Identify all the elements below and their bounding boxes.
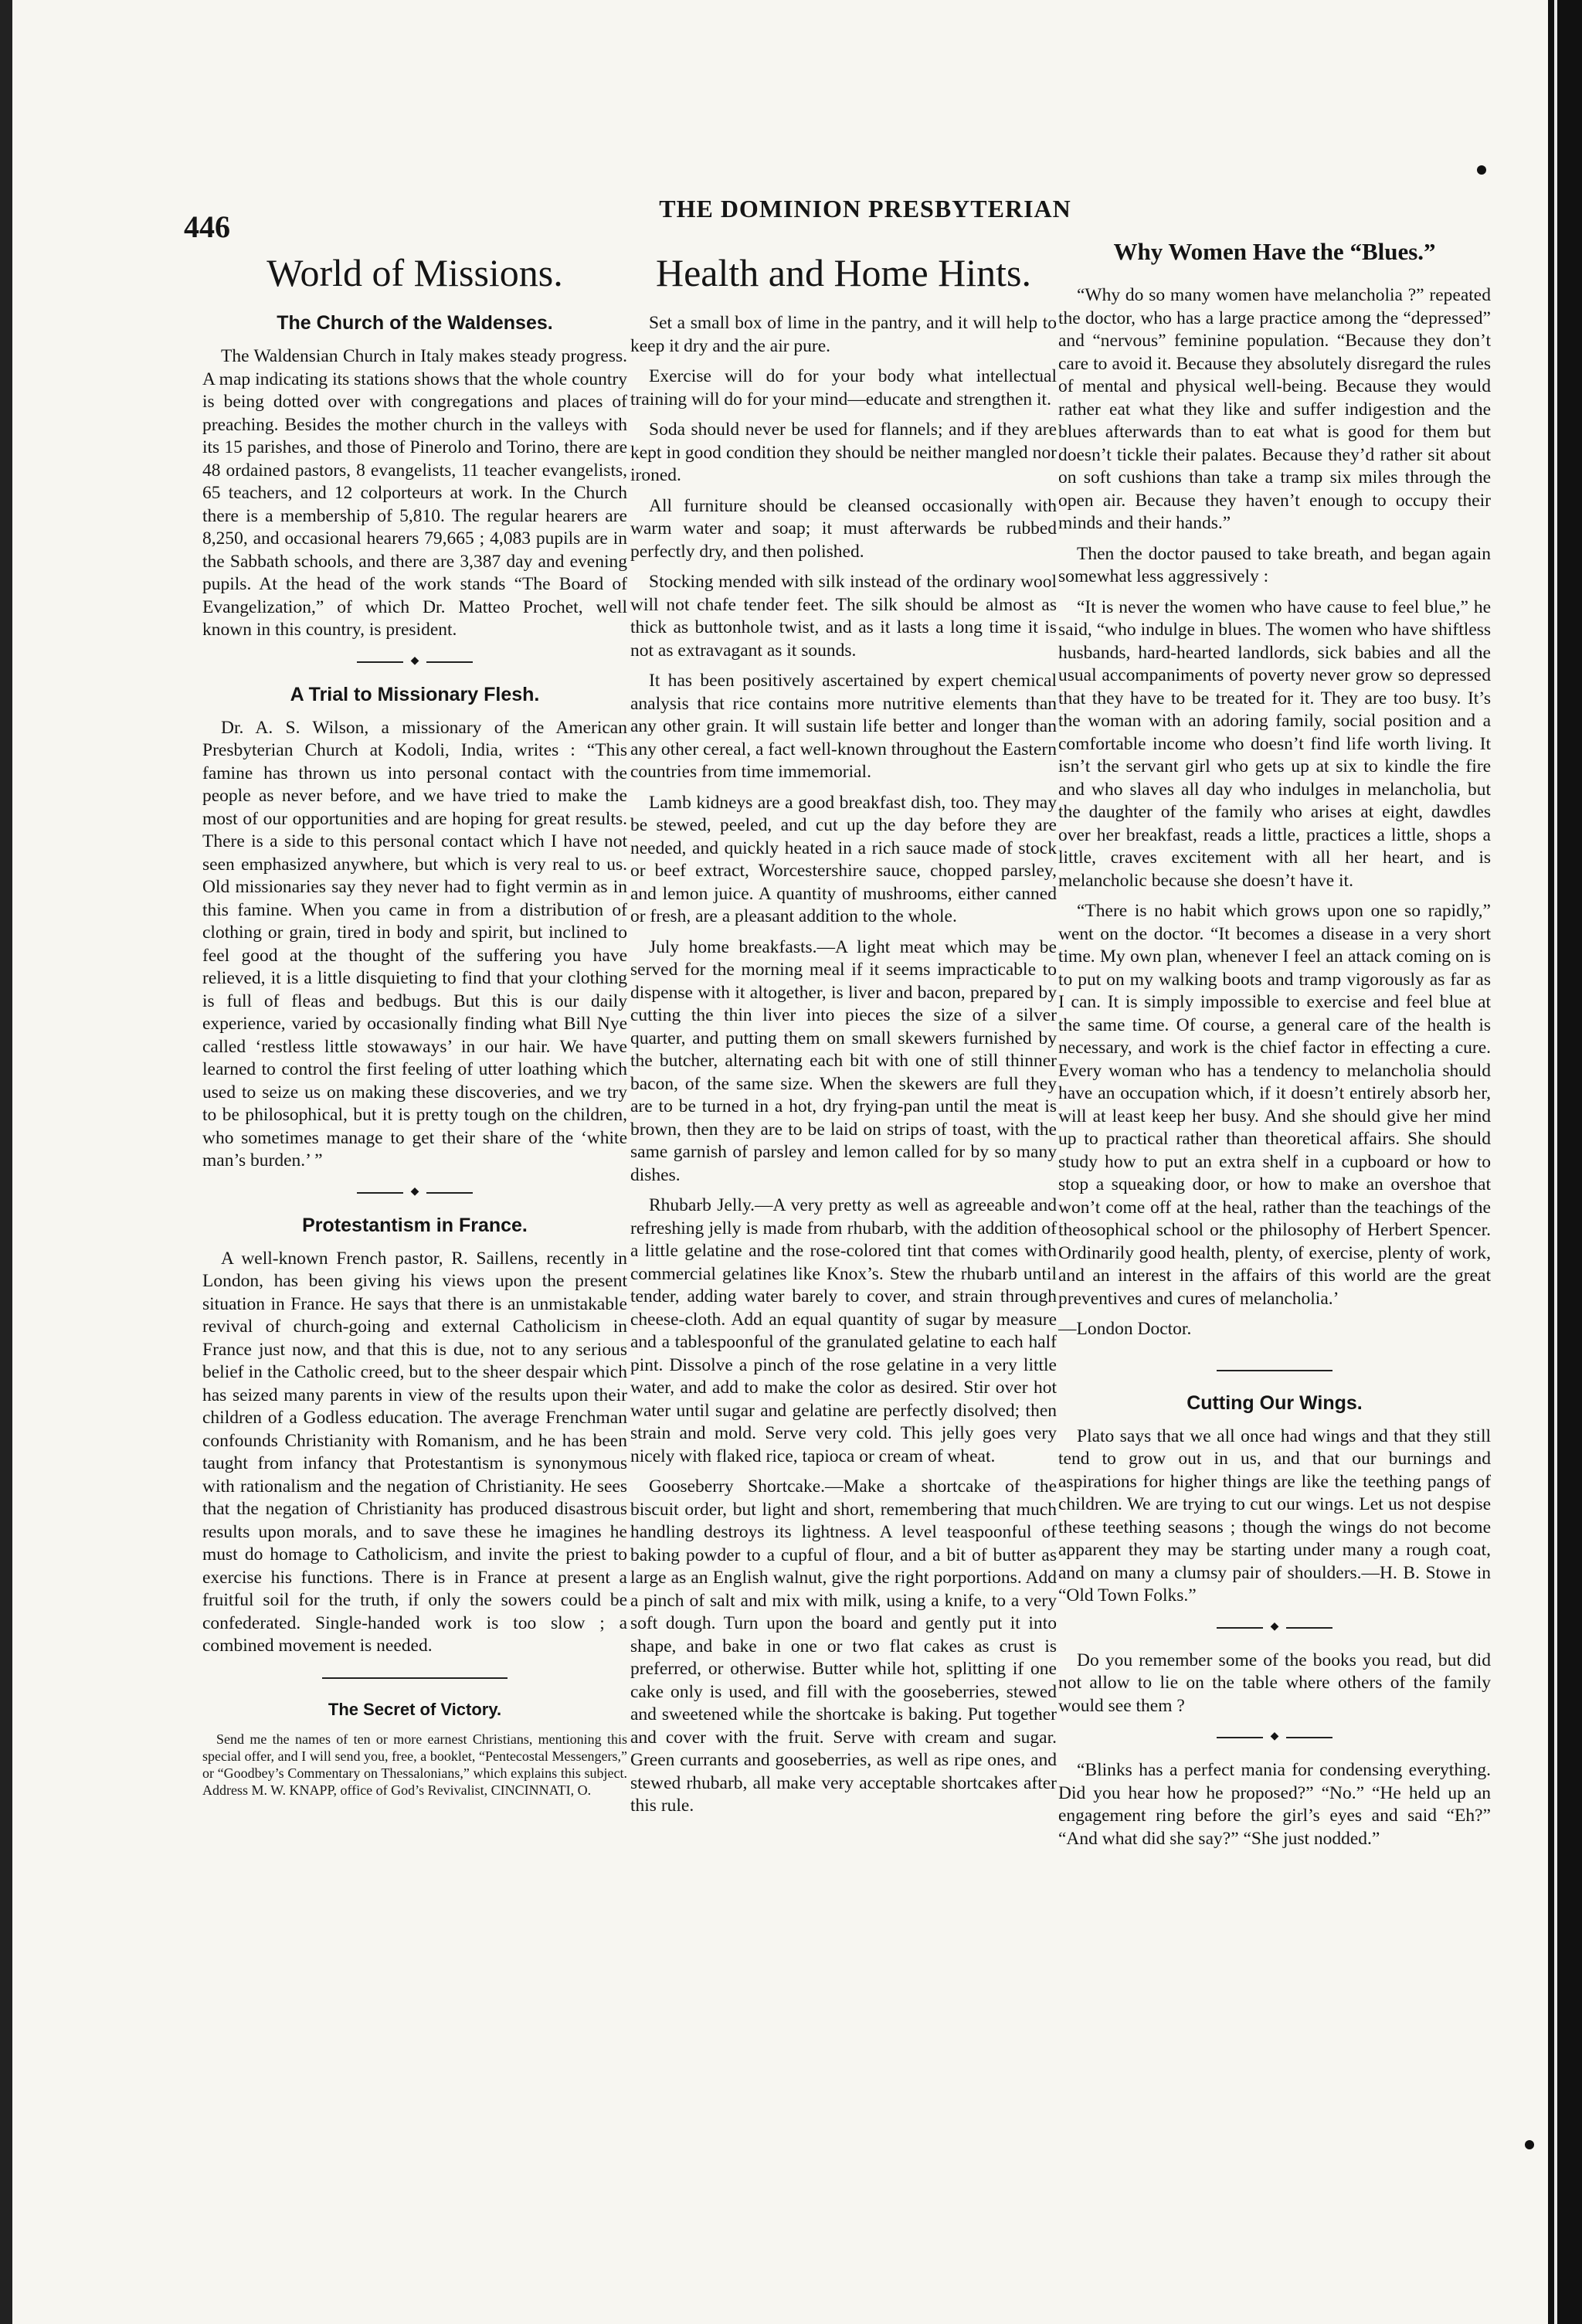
speck-mark xyxy=(1477,165,1486,175)
notice-paragraph: Send me the names of ten or more earnest Christians, mentioning this special offer, and I will send you, free, a booklet, “Pentecostal Messengers,” or “Goodbey’s Commentary on Thessalonians,” which explains this subject. Address M. W. KNAPP, office of God’s Revivalist, CINCINNATI, O. xyxy=(202,1731,627,1798)
article-paragraph: Dr. A. S. Wilson, a missionary of the American Presbyterian Church at Kodoli, India, writes : “This famine has thrown us into personal contact with the people as never before, and we have tried to make the most of our opportunities and are hoping for great results. There is a side to this personal contact which I have not seen emphasized anywhere, but which is very real to us. Old missionaries say they never had to fight vermin as in this famine. When you came in from a distribution of clothing or grain, tired in body and spirit, but inclined to feel good at the thought of the suffering you have relieved, it is a little disquieting to find that your clothing is full of fleas and bedbugs. But this is our daily experience, varied by occasionally finding what Bill Nye called ‘restless little stowaways’ in our hair. We have learned to control the first feeling of utter loathing which used to seize us on making these discoveries, and we try to be philosophical, but it is pretty tough on the children, who sometimes manage to get their share of the ‘white man’s burden.’ ” xyxy=(202,717,627,1170)
article-heading: The Church of the Waldenses. xyxy=(277,312,553,334)
hint-paragraph: Set a small box of lime in the pantry, and it will help to keep it dry and the air pure. xyxy=(630,313,1057,356)
section-title-blues: Why Women Have the “Blues.” xyxy=(1113,238,1436,265)
article-signature: —London Doctor. xyxy=(1058,1319,1192,1339)
scan-edge-right xyxy=(1548,0,1582,2324)
article-trial xyxy=(202,684,627,1173)
hint-paragraph: Stocking mended with silk instead of the ordinary wool will not chafe tender feet. The silk should be almost as thick as buttonhole twist, and as it lasts a long time it is not as extravagant as it sounds. xyxy=(630,572,1057,661)
article-heading: A Trial to Missionary Flesh. xyxy=(290,683,540,705)
article-victory xyxy=(202,1700,627,1799)
article-paragraph: “It is never the women who have cause to feel blue,” he said, “who indulge in blues. The women who have shiftless husbands, hard-hearted landlords, sick babies and all the usual accompaniments of poverty never grow so depressed that they have to be treated for it. They are too busy. It’s the woman with an adoring family, social position and a comfortable income who doesn’t find life worth living. It isn’t the servant girl who gets up at six to kindle the fire and who slaves all day who indulges in melancholia, but the daughter of the family who arises at eight, dawdles over her breakfast, reads a little, practices a little, shops a little, craves excitement with all her heart, and is melancholic because she doesn’t have it. xyxy=(1058,596,1491,891)
hint-paragraph: It has been positively ascertained by expert chemical analysis that rice contains more nutritive elements than any other grain. It will sustain life better and longer than any other cereal, a fact well-known throughout the Eastern countries from time immemorial. xyxy=(630,671,1057,782)
scan-edge-left xyxy=(0,0,12,2324)
section-divider: ◆ xyxy=(357,1184,473,1202)
page-number: 446 xyxy=(184,209,230,244)
hint-paragraph: July home breakfasts.—A light meat which may be served for the morning meal if it seems impracticable to dispense with it altogether, is liver and bacon, prepared by cutting the thin liver into pieces the size of a silver quarter, and putting them on small skewers furnished by the butcher, alternating each bit with one of still thinner bacon, of the same size. When the skewers are full they are to be turned in a hot, dry frying-pan until the meat is brown, then they are to be laid on strips of toast, with the same garnish of parsley and lemon called for by so many dishes. xyxy=(630,936,1057,1185)
running-head: THE DOMINION PRESBYTERIAN xyxy=(659,195,1071,223)
filler-paragraph-blinks: “Blinks has a perfect mania for condensing everything. Did you hear how he proposed?” “No.” “He held up an engagement ring before the girl’s eyes and said “Eh?” “And what did she say?” “She just nodded.” xyxy=(1058,1760,1491,1849)
hint-paragraph: All furniture should be cleansed occasionally with warm water and soap; it must afterwards be rubbed perfectly dry, and then polished. xyxy=(630,495,1057,562)
filler-paragraph-books: Do you remember some of the books you read, but did not allow to lie on the table where others of the family would see them ? xyxy=(1058,1650,1491,1716)
section-divider: ◆ xyxy=(357,653,473,671)
section-title-missions: World of Missions. xyxy=(266,251,563,294)
column-missions xyxy=(202,246,627,1806)
article-france xyxy=(202,1215,627,1658)
article-waldenses xyxy=(202,312,627,642)
hint-paragraph: Exercise will do for your body what intellectual training will do for your mind—educate and strengthen it. xyxy=(630,366,1057,409)
hint-paragraph: Gooseberry Shortcake.—Make a shortcake of the biscuit order, but light and short, remembering that much handling destroys its lightness. A level teaspoonful of baking powder to a cupful of flour, and a bit of butter as large as an English walnut, give the right porportions. Add a pinch of salt and mix with milk, using a knife, to a very soft dough. Turn upon the board and gently put it into shape, and bake in one or two flat cakes as crust is preferred, or otherwise. Butter while hot, splitting if one cake only is used, and fill with the gooseberries, stewed and sweetened while the shortcake is baking. Put together and cover with the fruit. Serve with cream and sugar. Green currants and gooseberries, as well as ripe ones, and stewed rhubarb, all make very acceptable shortcakes after this rule. xyxy=(630,1476,1057,1816)
hint-paragraph: Rhubarb Jelly.—A very pretty as well as agreeable and refreshing jelly is made from rhubarb, with the addition of a little gelatine and the rose-colored tint that comes with commercial gelatines like Knox’s. Stew the rhubarb until tender, adding water barely to cover, and strain through cheese-cloth. Add an equal quantity of sugar by measure and a tablespoonful of the granulated gelatine to each half pint. Dissolve a pinch of the rose gelatine in a very little water, and add to make the color as desired. Stir over hot water until sugar and gelatine are perfectly disolved; then strain and mold. Serve very cold. This jelly goes very nicely with flaked rice, tapioca or cream of wheat. xyxy=(630,1195,1057,1466)
article-paragraph: A well-known French pastor, R. Saillens, recently in London, has been giving his views upon the present situation in France. He says that there is an unmistakable revival of church-going and external Catholicism in France just now, and that this is due, not to any serious belief in the Catholic creed, but to the sheer despair which has seized many parents in view of the results upon their children of a Godless education. The average Frenchman confounds Christianity with Romanism, and he has been taught from infancy that Protestantism is synonymous with rationalism and the negation of Christianity. He sees that the negation of Christianity has produced disastrous results upon morals, and to save these he imagines he must do homage to Catholicism, and invite the priest to exercise his functions. There is in France at present a fruitful soil for the truth, if only the sowers could be confederated. Single-handed work is too slow ; a combined movement is needed. xyxy=(202,1248,627,1656)
article-paragraph: “There is no habit which grows upon one so rapidly,” went on the doctor. “It becomes a disease in a very short time. My own plan, whenever I feel an attack coming on is to put on my walking boots and tramp vigorously as far as I can. It is simply impossible to exercise and feel blue at the same time. Of course, a general care of the health is necessary, and work is the chief factor in effecting a cure. Every woman who has a tendency to melancholia should have an occupation which, if it doesn’t entirely absorb her, will at least keep her busy. And she should give her mind up to practical rather than theoretical affairs. She should study how to put an extra shelf in a cupboard or how to stop a squeaking door, or how to make an overshoe that won’t come off at the heal, rather than the teachings of the theosophical school or the philosophy of Herbert Spencer. Ordinarily good health, plenty, of exercise, plenty of work, and an interest in the affairs of this world are the great preventives and cures of melancholia.’ xyxy=(1058,901,1491,1309)
article-heading: Protestantism in France. xyxy=(302,1214,528,1236)
speck-mark xyxy=(1525,2140,1534,2149)
column-blues xyxy=(1058,232,1491,1858)
article-paragraph: “Why do so many women have melancholia ?” repeated the doctor, who has a large practice among the “depressed” and “nervous” feminine population. “Because they don’t care to avoid it. Because they absolutely disregard the rules of mental and physical well-being. Because they would rather eat what they like and suffer indigestion and the blues afterwards than to eat what is good for them but doesn’t tickle their palates. Because they’d rather sit about on soft cushions than take a tramp six miles through the open air. Because they haven’t enough to occupy their minds and their hands.” xyxy=(1058,285,1491,533)
hint-paragraph: Lamb kidneys are a good breakfast dish, too. They may be stewed, peeled, and cut up the day before they are needed, and quickly heated in a rich sauce made of stock or beef extract, Worcestershire sauce, chopped parsley, and lemon juice. A quantity of mushrooms, either canned or fresh, are a pleasant addition to the whole. xyxy=(630,792,1057,926)
article-heading: Cutting Our Wings. xyxy=(1186,1391,1363,1414)
section-title-health: Health and Home Hints. xyxy=(655,251,1031,294)
article-paragraph: The Waldensian Church in Italy makes steady progress. A map indicating its stations shows that the whole country is being dotted over with congregations and places of preaching. Besides the mother church in the valleys with its 15 parishes, and those of Pinerolo and Torino, there are 48 ordained pastors, 8 evangelists, 11 teacher evangelists, 65 teachers, and 12 colporteurs at work. In the Church there is a membership of 5,810. The regular hearers are 8,250, and occasional hearers 79,665 ; 4,083 pupils are in the Sabbath schools, and there are 3,387 day and evening pupils. At the head of the work stands “The Board of Evangelization,” of which Dr. Matteo Prochet, well known in this country, is president. xyxy=(202,346,627,640)
article-paragraph: Then the doctor paused to take breath, and began again somewhat less aggressively : xyxy=(1058,543,1491,586)
section-divider: ◆ xyxy=(1217,1728,1332,1747)
section-divider xyxy=(1217,1361,1332,1380)
article-wings xyxy=(1058,1392,1491,1608)
section-divider: ◆ xyxy=(1217,1619,1332,1637)
column-health xyxy=(630,246,1057,1826)
article-paragraph: Plato says that we all once had wings and that they still tend to grow out in us, and that our burnings and aspirations for higher things are like the teething pangs of children. We are trying to cut our wings. Let us not despise these teething seasons ; though the wings do not become apparent they may be starting under many a rough coat, and on many a clumsy pair of shoulders.—H. B. Stowe in “Old Town Folks.” xyxy=(1058,1425,1491,1605)
hint-paragraph: Soda should never be used for flannels; and if they are kept in good condition they should be neither mangled nor ironed. xyxy=(630,420,1057,485)
article-heading: The Secret of Victory. xyxy=(328,1699,502,1719)
section-divider xyxy=(322,1669,508,1687)
